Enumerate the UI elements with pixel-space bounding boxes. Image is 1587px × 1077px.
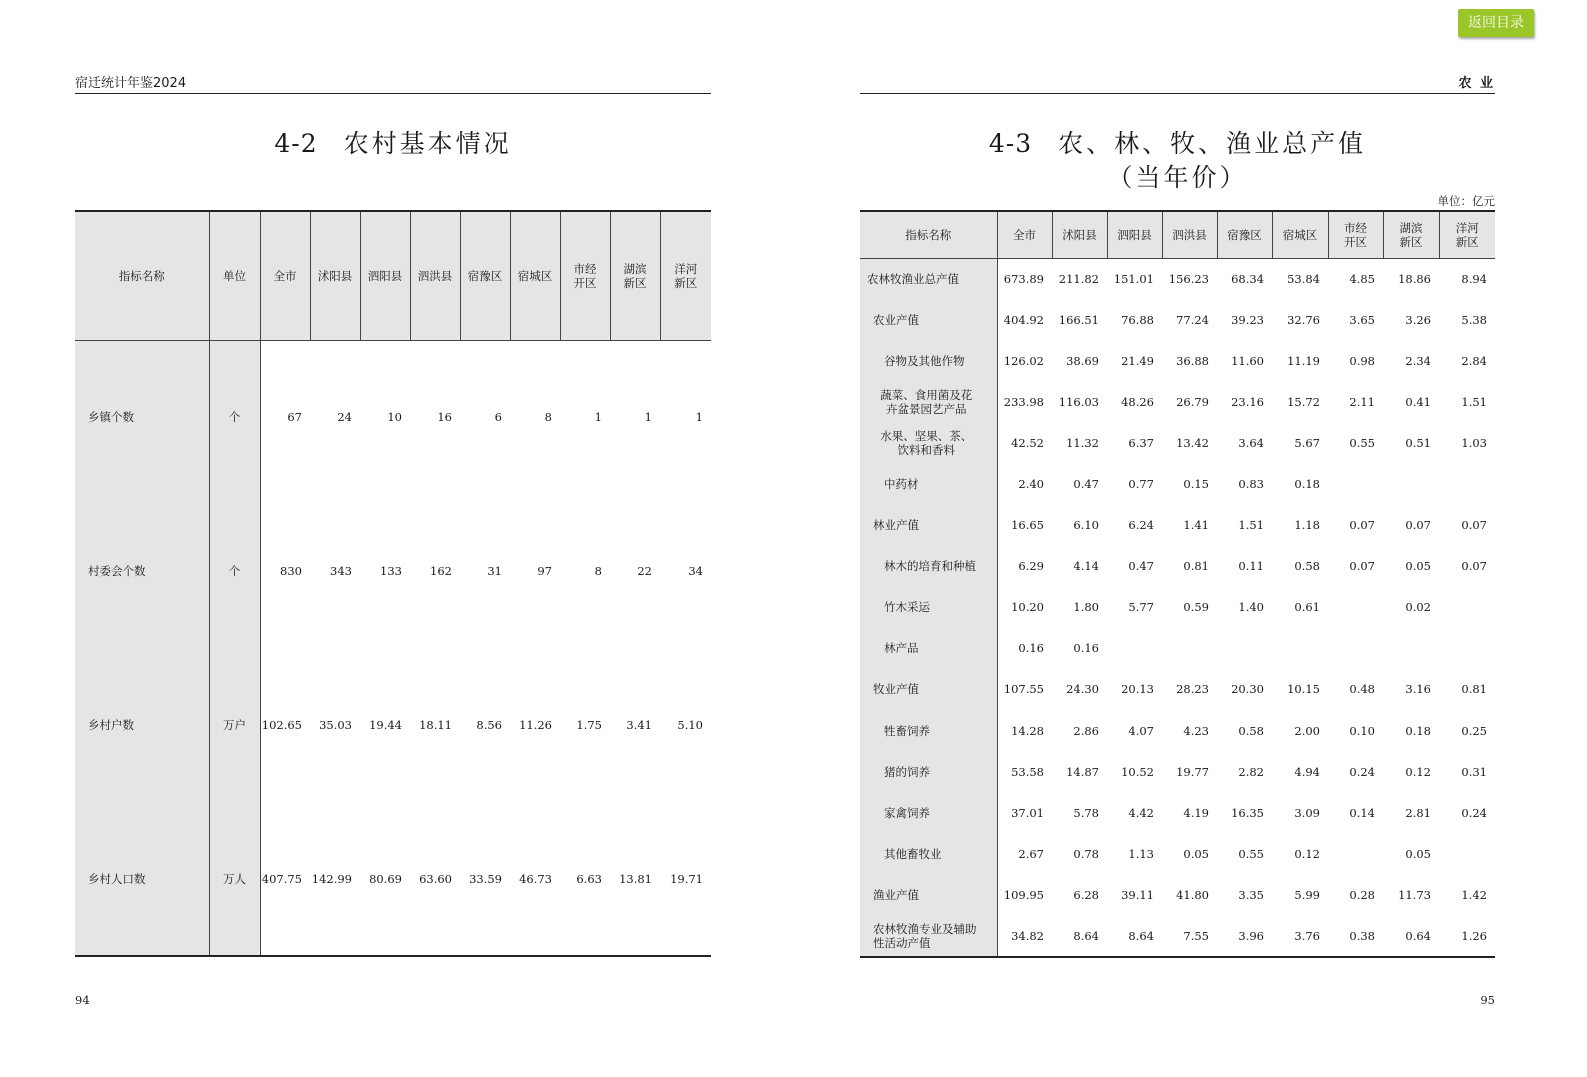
table-cell: 14.87: [1066, 764, 1099, 779]
table-cell: 4.85: [1349, 271, 1375, 286]
table-title-text: 农、林、牧、渔业总产值: [1058, 129, 1367, 158]
table-cell: 0.58: [1238, 723, 1264, 738]
table-cell: 28.23: [1176, 682, 1209, 697]
table-cell: [1328, 833, 1383, 874]
table-cell: 16.35: [1231, 805, 1264, 820]
table-cell: 0.07: [1349, 559, 1375, 574]
table-cell: 8.56: [476, 718, 502, 732]
table-cell: 11.32: [1066, 435, 1099, 450]
table-cell: 2.11: [1349, 394, 1375, 409]
table-cell: 1.42: [1461, 887, 1487, 902]
table-cell: 156.23: [1168, 271, 1209, 286]
table-cell: 16: [437, 410, 452, 425]
row-label: 乡村人口数: [75, 802, 209, 956]
table-cell: 166.51: [1058, 312, 1099, 327]
table-row: [860, 874, 1495, 915]
table-cell: 0.07: [1461, 518, 1487, 533]
table-cell: 0.11: [1238, 559, 1264, 574]
table-cell: 48.26: [1121, 394, 1154, 409]
table-cell: 11.26: [519, 718, 552, 732]
table-cell: 0.28: [1349, 887, 1375, 902]
row-label: 猪的饲养: [860, 751, 997, 792]
table-cell: 13.42: [1176, 435, 1209, 450]
table-cell: 4.42: [1128, 805, 1154, 820]
row-unit: 个: [209, 494, 260, 648]
table-cell: 20.13: [1121, 682, 1154, 697]
table-cell: 11.19: [1287, 353, 1320, 368]
table-cell: 3.41: [626, 718, 652, 732]
left-page: [75, 0, 711, 1077]
table-cell: 6.10: [1073, 518, 1099, 533]
row-label: 竹木采运: [860, 587, 997, 628]
table-cell: 5.67: [1294, 435, 1320, 450]
table-cell: 11.73: [1398, 887, 1431, 902]
table-cell: 0.07: [1349, 518, 1375, 533]
table-cell: 0.81: [1183, 559, 1209, 574]
table-cell: 6.24: [1128, 518, 1154, 533]
table-cell: 0.48: [1349, 682, 1375, 697]
row-label: 水果、坚果、茶、 饮料和香料: [860, 422, 997, 463]
table-cell: 2.00: [1294, 723, 1320, 738]
table-cell: [1107, 628, 1162, 669]
table-cell: 39.11: [1121, 887, 1154, 902]
table-cell: [1439, 628, 1495, 669]
table-cell: 0.58: [1294, 559, 1320, 574]
table-cell: 53.58: [1011, 764, 1044, 779]
table-cell: 151.01: [1113, 271, 1154, 286]
table-cell: 0.12: [1294, 846, 1320, 861]
table-cell: 13.81: [619, 871, 652, 886]
table-cell: 404.92: [1003, 312, 1044, 327]
table-row: [860, 669, 1495, 710]
table-cell: 1.41: [1183, 518, 1209, 533]
column-header: 全市: [260, 211, 310, 340]
table-cell: 107.55: [1003, 682, 1044, 697]
table-subtitle: （当年价）: [1107, 163, 1248, 192]
table-cell: 35.03: [319, 718, 352, 732]
table-cell: 4.07: [1128, 723, 1154, 738]
table-cell: 142.99: [311, 871, 352, 886]
table-cell: 10: [387, 410, 402, 425]
table-cell: [1328, 628, 1383, 669]
table-cell: 11.60: [1231, 353, 1264, 368]
table-cell: [1272, 628, 1328, 669]
table-cell: 16.65: [1011, 518, 1044, 533]
table-cell: 0.24: [1461, 805, 1487, 820]
row-label: 农林牧渔业总产值: [860, 258, 997, 299]
table-cell: [1217, 628, 1272, 669]
table-cell: [1162, 628, 1217, 669]
table-row: [860, 258, 1495, 299]
row-unit: 万户: [209, 648, 260, 802]
table-cell: 2.86: [1073, 723, 1099, 738]
table-cell: 24: [337, 410, 352, 425]
table-cell: 0.05: [1183, 846, 1209, 861]
table-title-4-2: [75, 124, 711, 160]
table-cell: 116.03: [1058, 394, 1099, 409]
table-cell: 233.98: [1003, 394, 1044, 409]
table-cell: 4.19: [1183, 805, 1209, 820]
table-cell: 5.78: [1073, 805, 1099, 820]
table-cell: 8: [544, 410, 552, 425]
table-cell: 0.16: [1073, 641, 1099, 656]
column-header: 泗洪县: [410, 211, 460, 340]
table-cell: 46.73: [519, 871, 552, 886]
table-cell: 18.86: [1398, 271, 1431, 286]
table-row: [860, 587, 1495, 628]
table-cell: 1.26: [1461, 928, 1487, 943]
column-header: 宿城区: [510, 211, 560, 340]
table-row: [860, 463, 1495, 504]
column-header: 泗阳县: [1107, 211, 1162, 258]
column-header: 市经 开区: [560, 211, 610, 340]
table-cell: 1: [695, 410, 703, 425]
column-header: 宿城区: [1272, 211, 1328, 258]
table-cell: 20.30: [1231, 682, 1264, 697]
table-cell: 5.10: [677, 718, 703, 732]
table-cell: 1.75: [576, 718, 602, 732]
table-cell: 407.75: [261, 871, 302, 886]
table-cell: [1439, 463, 1495, 504]
chapter-name: 农 业: [1458, 76, 1495, 91]
table-row: [75, 340, 711, 494]
column-header: 沭阳县: [1052, 211, 1107, 258]
table-cell: 10.20: [1011, 600, 1044, 615]
table-cell: 6.63: [576, 871, 602, 886]
table-cell: 1: [594, 410, 602, 425]
table-cell: 0.81: [1461, 682, 1487, 697]
table-number: 4-3: [988, 129, 1033, 158]
table-cell: 3.35: [1238, 887, 1264, 902]
table-cell: 42.52: [1011, 435, 1044, 450]
table-cell: 162: [430, 564, 452, 578]
row-label: 中药材: [860, 463, 997, 504]
table-cell: 18.11: [419, 718, 452, 732]
column-header: 单位: [209, 211, 260, 340]
table-cell: 6.29: [1018, 559, 1044, 574]
table-cell: [1383, 628, 1439, 669]
table-cell: 0.77: [1128, 477, 1154, 492]
row-unit: 个: [209, 340, 260, 494]
table-cell: 80.69: [369, 871, 402, 886]
table-cell: 36.88: [1176, 353, 1209, 368]
table-cell: 32.76: [1287, 312, 1320, 327]
table-cell: 1.80: [1073, 600, 1099, 615]
table-cell: 5.99: [1294, 887, 1320, 902]
table-cell: 0.59: [1183, 600, 1209, 615]
table-cell: 4.23: [1183, 723, 1209, 738]
row-label: 农林牧渔专业及辅助 性活动产值: [860, 916, 997, 957]
column-header: 市经 开区: [1328, 211, 1383, 258]
back-to-contents-button[interactable]: 返回目录: [1458, 9, 1534, 37]
table-cell: 24.30: [1066, 682, 1099, 697]
table-cell: 63.60: [419, 871, 452, 886]
row-label: 牲畜饲养: [860, 710, 997, 751]
yearbook-title: 宿迁统计年鉴2024: [75, 76, 187, 91]
table-cell: 0.25: [1461, 723, 1487, 738]
table-cell: 0.07: [1405, 518, 1431, 533]
table-cell: 0.31: [1461, 764, 1487, 779]
agri-output-table: [860, 210, 1495, 958]
table-row: [860, 505, 1495, 546]
table-cell: 4.94: [1294, 764, 1320, 779]
table-cell: 3.76: [1294, 928, 1320, 943]
table-cell: 3.64: [1238, 435, 1264, 450]
table-cell: 1.03: [1461, 435, 1487, 450]
table-cell: 343: [330, 564, 352, 578]
table-row: [860, 833, 1495, 874]
table-row: [860, 751, 1495, 792]
table-cell: 830: [280, 564, 302, 578]
table-title-text: 农村基本情况: [343, 129, 512, 158]
table-cell: 0.55: [1349, 435, 1375, 450]
table-cell: 1.51: [1238, 518, 1264, 533]
table-cell: [1439, 587, 1495, 628]
table-row: [75, 648, 711, 802]
table-cell: 19.77: [1176, 764, 1209, 779]
table-cell: 0.18: [1405, 723, 1431, 738]
table-cell: 211.82: [1058, 271, 1099, 286]
column-header: 湖滨 新区: [1383, 211, 1439, 258]
table-cell: 102.65: [261, 718, 302, 732]
table-cell: 34: [688, 564, 703, 578]
table-cell: [1328, 463, 1383, 504]
right-page: [860, 0, 1495, 1077]
table-cell: 2.67: [1018, 846, 1044, 861]
table-cell: 3.16: [1405, 682, 1431, 697]
table-cell: 15.72: [1287, 394, 1320, 409]
table-cell: 0.55: [1238, 846, 1264, 861]
table-cell: 76.88: [1121, 312, 1154, 327]
table-cell: 0.24: [1349, 764, 1375, 779]
table-cell: 34.82: [1011, 928, 1044, 943]
table-row: [860, 546, 1495, 587]
table-cell: 68.34: [1231, 271, 1264, 286]
table-cell: 7.55: [1183, 928, 1209, 943]
table-cell: [1328, 587, 1383, 628]
column-header: 泗阳县: [360, 211, 410, 340]
table-cell: 1.40: [1238, 600, 1264, 615]
table-cell: 0.98: [1349, 353, 1375, 368]
table-cell: [1383, 463, 1439, 504]
table-cell: 14.28: [1011, 723, 1044, 738]
row-unit: 万人: [209, 802, 260, 956]
table-cell: 109.95: [1003, 887, 1044, 902]
column-header: 指标名称: [860, 211, 997, 258]
table-cell: 0.47: [1073, 477, 1099, 492]
column-header: 湖滨 新区: [610, 211, 660, 340]
table-cell: 0.41: [1405, 394, 1431, 409]
table-cell: 2.34: [1405, 353, 1431, 368]
table-cell: 8.64: [1073, 928, 1099, 943]
table-cell: 0.15: [1183, 477, 1209, 492]
table-cell: 33.59: [469, 871, 502, 886]
column-header: 洋河 新区: [660, 211, 711, 340]
table-cell: 39.23: [1231, 312, 1264, 327]
table-cell: 37.01: [1011, 805, 1044, 820]
table-cell: 1: [644, 410, 652, 425]
table-cell: 0.07: [1461, 559, 1487, 574]
table-row: [860, 381, 1495, 422]
column-header: 泗洪县: [1162, 211, 1217, 258]
table-cell: 0.05: [1405, 846, 1431, 861]
table-row: [860, 792, 1495, 833]
column-header: 沭阳县: [310, 211, 360, 340]
column-header: 全市: [997, 211, 1052, 258]
page-number-left: 94: [75, 993, 90, 1007]
table-cell: 133: [380, 564, 402, 578]
row-label: 谷物及其他作物: [860, 340, 997, 381]
table-cell: 0.18: [1294, 477, 1320, 492]
table-cell: [1439, 833, 1495, 874]
column-header: 指标名称: [75, 211, 209, 340]
table-cell: 3.96: [1238, 928, 1264, 943]
table-cell: 3.26: [1405, 312, 1431, 327]
table-cell: 2.84: [1461, 353, 1487, 368]
column-header: 宿豫区: [1217, 211, 1272, 258]
table-cell: 0.05: [1405, 559, 1431, 574]
row-label: 其他畜牧业: [860, 833, 997, 874]
table-cell: 8.64: [1128, 928, 1154, 943]
row-label: 林业产值: [860, 505, 997, 546]
table-cell: 5.38: [1461, 312, 1487, 327]
table-cell: 53.84: [1287, 271, 1320, 286]
table-cell: 77.24: [1176, 312, 1209, 327]
table-row: [860, 916, 1495, 957]
table-cell: 5.77: [1128, 600, 1154, 615]
row-label: 村委会个数: [75, 494, 209, 648]
table-cell: 673.89: [1003, 271, 1044, 286]
table-cell: 126.02: [1003, 353, 1044, 368]
row-label: 家禽饲养: [860, 792, 997, 833]
table-cell: 2.82: [1238, 764, 1264, 779]
page-number-right: 95: [1480, 993, 1495, 1007]
table-row: [860, 299, 1495, 340]
table-row: [75, 802, 711, 956]
column-header: 宿豫区: [460, 211, 510, 340]
running-head-left: [75, 74, 711, 94]
table-cell: 23.16: [1231, 394, 1264, 409]
table-cell: 0.83: [1238, 477, 1264, 492]
table-cell: 1.13: [1128, 846, 1154, 861]
table-cell: 3.09: [1294, 805, 1320, 820]
table-cell: 6: [494, 410, 502, 425]
table-row: [75, 494, 711, 648]
running-head-right: [860, 74, 1495, 94]
table-cell: 0.12: [1405, 764, 1431, 779]
table-cell: 3.65: [1349, 312, 1375, 327]
row-label: 牧业产值: [860, 669, 997, 710]
table-cell: 2.40: [1018, 477, 1044, 492]
table-row: [860, 628, 1495, 669]
table-cell: 10.15: [1287, 682, 1320, 697]
table-cell: 0.61: [1294, 600, 1320, 615]
table-cell: 0.14: [1349, 805, 1375, 820]
table-cell: 6.28: [1073, 887, 1099, 902]
table-cell: 0.64: [1405, 928, 1431, 943]
table-cell: 19.44: [369, 718, 402, 732]
table-cell: 97: [537, 564, 552, 578]
table-cell: 6.37: [1128, 435, 1154, 450]
row-label: 渔业产值: [860, 874, 997, 915]
table-cell: 21.49: [1121, 353, 1154, 368]
column-header: 洋河 新区: [1439, 211, 1495, 258]
table-title-4-3: [860, 124, 1495, 160]
row-label: 乡村户数: [75, 648, 209, 802]
table-cell: 0.51: [1405, 435, 1431, 450]
rural-basics-table: [75, 210, 711, 957]
row-label: 农业产值: [860, 299, 997, 340]
table-cell: 41.80: [1176, 887, 1209, 902]
table-row: [860, 710, 1495, 751]
table-row: [860, 340, 1495, 381]
table-cell: 0.38: [1349, 928, 1375, 943]
table-cell: 0.10: [1349, 723, 1375, 738]
table-cell: 0.02: [1405, 600, 1431, 615]
table-cell: 0.78: [1073, 846, 1099, 861]
row-label: 蔬菜、食用菌及花 卉盆景园艺产品: [860, 381, 997, 422]
table-cell: 10.52: [1121, 764, 1154, 779]
table-cell: 0.16: [1018, 641, 1044, 656]
table-cell: 4.14: [1073, 559, 1099, 574]
table-cell: 1.51: [1461, 394, 1487, 409]
table-cell: 1.18: [1294, 518, 1320, 533]
table-cell: 8: [594, 564, 602, 578]
table-cell: 22: [637, 564, 652, 578]
row-label: 林产品: [860, 628, 997, 669]
table-cell: 0.47: [1128, 559, 1154, 574]
table-row: [860, 422, 1495, 463]
table-number: 4-2: [274, 129, 318, 158]
table-cell: 67: [287, 410, 302, 425]
table-cell: 26.79: [1176, 394, 1209, 409]
table-cell: 38.69: [1066, 353, 1099, 368]
row-label: 林木的培育和种植: [860, 546, 997, 587]
unit-note: 单位：亿元: [1437, 194, 1495, 208]
table-cell: 19.71: [670, 871, 703, 886]
table-cell: 31: [487, 564, 502, 578]
row-label: 乡镇个数: [75, 340, 209, 494]
table-cell: 2.81: [1405, 805, 1431, 820]
table-cell: 8.94: [1461, 271, 1487, 286]
